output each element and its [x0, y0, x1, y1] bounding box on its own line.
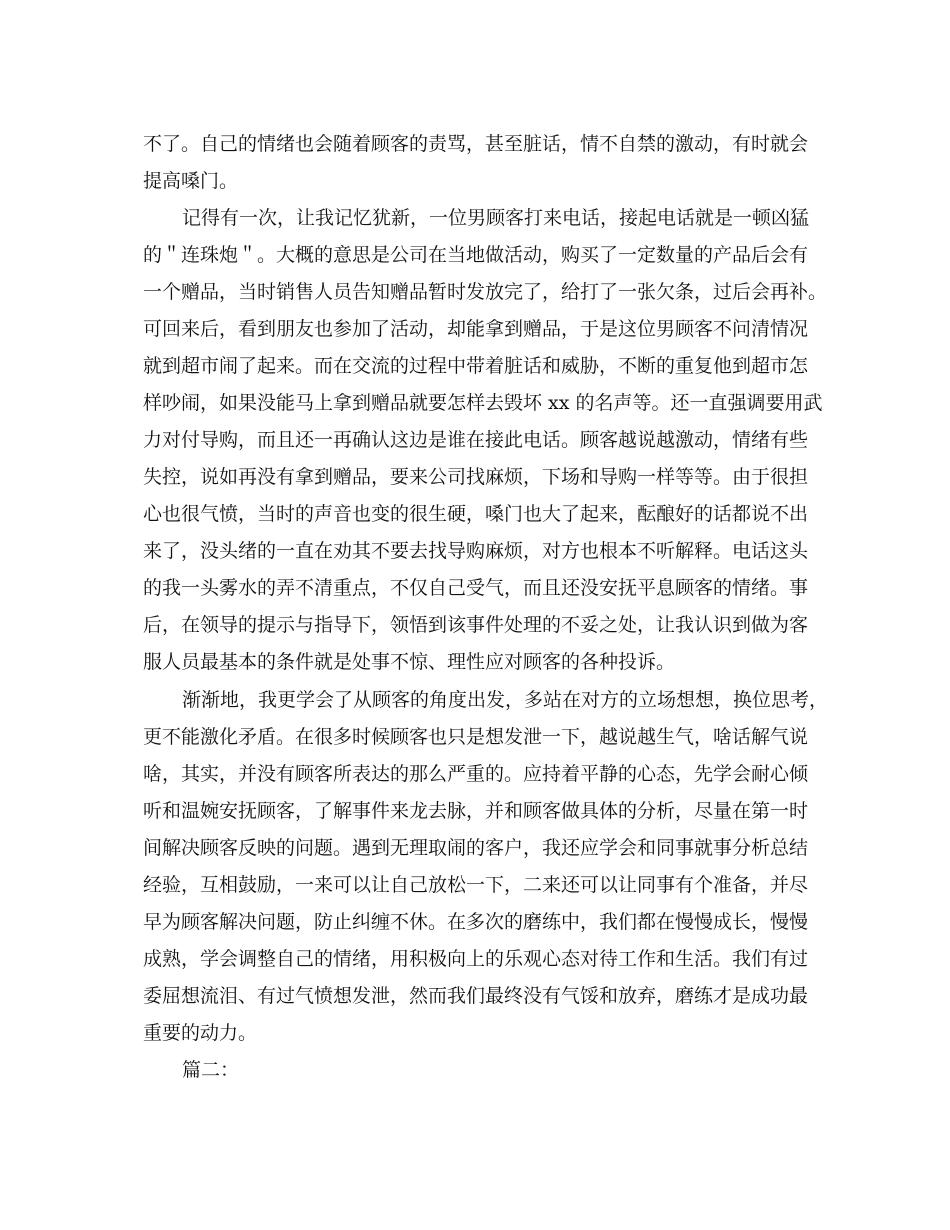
- body-text-line: 听和温婉安抚顾客，了解事件来龙去脉，并和顾客做具体的分析，尽量在第一时: [143, 800, 809, 822]
- body-text-line: 经验，互相鼓励，一来可以让自己放松一下，二来还可以让同事有个准备，并尽: [143, 874, 809, 896]
- body-text-line: 心也很气愤，当时的声音也变的很生硬，嗓门也大了起来，酝酿好的话都说不出: [143, 503, 809, 525]
- body-text-line: 服人员最基本的条件就是处事不惊、理性应对顾客的各种投诉。: [143, 651, 676, 673]
- body-text-line: 成熟，学会调整自己的情绪，用积极向上的乐观心态对待工作和生活。我们有过: [143, 948, 809, 970]
- body-text-line: 提高嗓门。: [143, 170, 239, 192]
- body-text-line: 不了。自己的情绪也会随着顾客的责骂，甚至脏话，情不自禁的激动，有时就会: [143, 133, 809, 155]
- body-text-line: 啥，其实，并没有顾客所表达的那么严重的。应持着平静的心态，先学会耐心倾: [143, 763, 809, 785]
- body-text-line: 的我一头雾水的弄不清重点，不仅自己受气，而且还没安抚平息顾客的情绪。事: [143, 577, 809, 599]
- body-text-line: 一个赠品，当时销售人员告知赠品暂时发放完了，给打了一张欠条，过后会再补。: [143, 281, 828, 303]
- body-text-line: 样吵闹，如果没能马上拿到赠品就要怎样去毁坏 xx 的名声等。还一直强调要用武: [143, 392, 823, 414]
- body-text-line: 早为顾客解决问题，防止纠缠不休。在多次的磨练中，我们都在慢慢成长，慢慢: [143, 911, 809, 933]
- body-text-line: 重要的动力。: [143, 1022, 258, 1044]
- body-text-line: 力对付导购，而且还一再确认这边是谁在接此电话。顾客越说越激动，情绪有些: [143, 429, 809, 451]
- body-text-line: 失控，说如再没有拿到赠品，要来公司找麻烦，下场和导购一样等等。由于很担: [143, 466, 809, 488]
- body-text-line: 更不能激化矛盾。在很多时候顾客也只是想发泄一下，越说越生气，啥话解气说: [143, 726, 809, 748]
- body-text-line: 渐渐地，我更学会了从顾客的角度出发，多站在对方的立场想想，换位思考，: [182, 689, 829, 711]
- body-text-line: 来了，没头绪的一直在劝其不要去找导购麻烦，对方也根本不听解释。电话这头: [143, 540, 809, 562]
- section-heading: 篇二：: [182, 1059, 240, 1081]
- body-text-line: 的＂连珠炮＂。大概的意思是公司在当地做活动，购买了一定数量的产品后会有: [143, 244, 809, 266]
- body-text-line: 后，在领导的提示与指导下，领悟到该事件处理的不妥之处，让我认识到做为客: [143, 614, 809, 636]
- body-text-line: 间解决顾客反映的问题。遇到无理取闹的客户，我还应学会和同事就事分析总结: [143, 837, 809, 859]
- body-text-line: 可回来后，看到朋友也参加了活动，却能拿到赠品，于是这位男顾客不问清情况: [143, 318, 809, 340]
- body-text-line: 记得有一次，让我记忆犹新，一位男顾客打来电话，接起电话就是一顿凶猛: [182, 207, 810, 229]
- body-text-line: 委屈想流泪、有过气愤想发泄，然而我们最终没有气馁和放弃，磨练才是成功最: [143, 985, 809, 1007]
- body-text-line: 就到超市闹了起来。而在交流的过程中带着脏话和威胁，不断的重复他到超市怎: [143, 355, 809, 377]
